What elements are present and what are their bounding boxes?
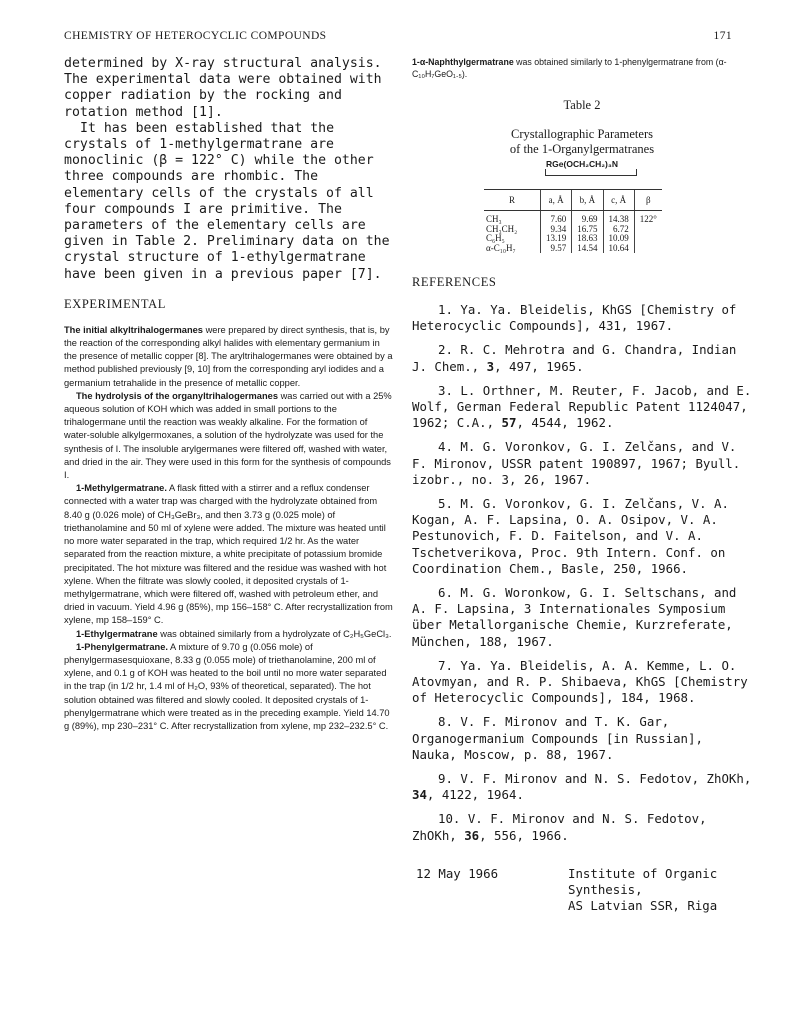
reference-item: [412, 658, 752, 707]
left-column: [64, 56, 394, 733]
table-cell: CH₃CH₂: [486, 223, 518, 234]
running-header: [64, 30, 732, 46]
paragraph-lead: 1-Methylgermatrane.: [76, 483, 167, 494]
caption-line: of the 1-Organylgermatranes: [509, 142, 655, 156]
table-cell: 9.69: [572, 211, 603, 225]
table-cell: [634, 225, 662, 235]
experimental-paragraph: [64, 628, 394, 641]
caption-line: Crystallographic Parameters: [511, 127, 653, 141]
institution-line: Institute of Organic Synthesis,: [568, 865, 718, 897]
experimental-text: [64, 324, 394, 733]
reference-volume: 34: [412, 787, 427, 803]
experimental-paragraph: [64, 641, 394, 733]
table-cell: 6.72: [603, 225, 634, 235]
table-row: [484, 225, 662, 235]
paragraph-body: was carried out with a 25% aqueous solution of KOH which was added in small portions to the trihalogermane until the reaction was weakly alkaline. For the formation of water-soluble alkylgermoxanes, a solution of the hydrolyzate was used for the synthesis of I. The insoluble arylgermanes were filtered off, washed with water, and dried in the air. They were used in this form for the synthesis of compounds I.: [64, 390, 392, 481]
right-column: [412, 56, 752, 913]
table-formula: [412, 159, 752, 179]
column-header: R: [484, 190, 541, 211]
reference-text: 1. Ya. Ya. Bleidelis, KhGS [Chemistry of Heterocyclic Compounds], 431, 1967.: [412, 302, 737, 334]
formula-text: RGe(OCH₂CH₂)₃N: [546, 159, 618, 169]
column-header: c, Å: [603, 190, 634, 211]
reference-item: [412, 383, 752, 432]
reference-tail: , 4544, 1962.: [516, 415, 614, 431]
reference-tail: , 497, 1965.: [494, 358, 584, 374]
note-paragraph: [412, 56, 752, 80]
experimental-paragraph: [64, 390, 394, 482]
table-cell: 9.57: [541, 244, 572, 254]
reference-text: 5. M. G. Voronkov, G. I. Zelčans, V. A. Kogan, A. F. Lapsina, O. A. Osipov, V. A. Pestunovich, F. D. Faitelson, and V. A. Tschetverikova, Proc. 9th Intern. Conf. on Coordination Chem., Basle, 250, 1966.: [412, 496, 729, 576]
paragraph-body: were prepared by direct synthesis, that is, by the reaction of the corresponding alkyl halides with elementary germanium in the presence of metallic copper [8]. The aryltrihalogermanes were obtained by a method published previously [9, 10] from the corresponding aryl iodides and a germanium tetrahalide in the presence of metallic copper.: [64, 324, 393, 388]
crystallographic-table: [484, 189, 662, 253]
table-cell: 9.34: [541, 225, 572, 235]
paragraph-body: A flask fitted with a stirrer and a reflux condenser connected with a water trap was charged with the hydrolyzate obtained from 8.40 g (0.026 mole) of CH₃GeBr₃, and then 3.73 g (0.025 mole) of triethanolamine and 50 ml of xylene were added. The mixture was heated until no more water separated in the trap, which required 1/2 hr. As the water separated from the reaction mixture, a white precipitate of potassium bromide precipitated. The hot mixture was filtered and the residue was washed with hot xylene. When the filtrate was slowly cooled, it deposited crystals of 1-methylgermatrane, which were filtered off, washed with petroleum ether, and dried in vacuum. Yield 4.96 g (85%), mp 156–158° C. After recrystallization from xylene, mp 158–159° C.: [64, 483, 393, 626]
reference-text: 7. Ya. Ya. Bleidelis, A. A. Kemme, L. O. Atovmyan, and R. P. Shibaeva, KhGS [Chemistry of Heterocyclic Compounds], 184, 1968.: [412, 657, 748, 706]
reference-text: 3. L. Orthner, M. Reuter, F. Jacob, and E. Wolf, German Federal Republic Patent 1124047, 1962; C.A.,: [412, 382, 752, 431]
table-cell: 122°: [634, 211, 662, 225]
table-cell: 10.09: [603, 234, 634, 244]
institution: [568, 866, 752, 914]
table-row: [484, 211, 662, 225]
reference-text: 2. R. C. Mehrotra and G. Chandra, Indian J. Chem.,: [412, 342, 737, 374]
table-cell: 14.38: [603, 211, 634, 225]
table-cell: 16.75: [572, 225, 603, 235]
paragraph-lead: 1-Phenylgermatrane.: [76, 641, 168, 652]
table-row: [484, 244, 662, 254]
reference-item: [412, 585, 752, 650]
reference-volume: 3: [486, 358, 495, 374]
table-cell: 10.64: [603, 244, 634, 254]
reference-volume: 36: [464, 827, 480, 843]
table-cell: 7.60: [541, 211, 572, 225]
reference-item: [412, 342, 752, 374]
table-cell: [634, 234, 662, 244]
reference-item: [412, 302, 752, 334]
table-label: Table 2: [563, 98, 601, 112]
intro-paragraph: It has been established that the crystals of 1-methylgermatrane are monoclinic (β = 122° C) while the other three compounds are rhombic. The elementary cells of the crystals of all four compounds I are primitive. The parameters of the elementary cells are given in Table 2. Preliminary data on the crystal structure of 1-ethylgermatrane have been given in a previous paper [7].: [64, 120, 390, 282]
table-cell: 13.19: [541, 234, 572, 244]
paragraph-lead: The hydrolysis of the organyltrihalogermanes: [76, 390, 278, 401]
reference-item: [412, 496, 752, 577]
note-lead: 1-α-Naphthylgermatrane: [412, 57, 514, 67]
article-footer: [412, 865, 752, 913]
references-heading: REFERENCES: [412, 275, 497, 289]
journal-title: CHEMISTRY OF HETEROCYCLIC COMPOUNDS: [64, 30, 327, 42]
table-cell: C₆H₅: [486, 233, 505, 243]
institution-line: AS Latvian SSR, Riga: [568, 897, 718, 913]
reference-tail: , 4122, 1964.: [426, 787, 524, 803]
paragraph-lead: The initial alkyltrihalogermanes: [64, 324, 203, 335]
experimental-paragraph: [64, 482, 394, 627]
table-cell: 14.54: [572, 244, 603, 254]
formula-bracket: [545, 169, 637, 176]
reference-volume: 57: [501, 415, 517, 431]
reference-text: 6. M. G. Woronkow, G. I. Seltschans, and A. F. Lapsina, 3 Internationales Symposium über Metallorganische Chemie, Kurzreferate, München, 188, 1967.: [412, 585, 737, 649]
table-cell: 18.63: [572, 234, 603, 244]
paragraph-body: was obtained similarly from a hydrolyzate of C₂H₅GeCl₃.: [157, 628, 392, 639]
reference-text: 10. V. F. Mironov and N. S. Fedotov, ZhOKh,: [412, 811, 707, 843]
experimental-paragraph: [64, 324, 394, 390]
reference-text: 9. V. F. Mironov and N. S. Fedotov, ZhOKh,: [438, 771, 752, 787]
reference-tail: , 556, 1966.: [479, 827, 569, 843]
table-cell: [634, 244, 662, 254]
reference-item: [412, 771, 752, 803]
received-date: 12 May 1966: [416, 865, 499, 881]
column-header: β: [634, 190, 662, 211]
table-cell: α-C₁₀H₇: [486, 242, 516, 253]
reference-text: 4. M. G. Voronkov, G. I. Zelčans, and V. F. Mironov, USSR patent 190897, 1967; Byull. izobr., no. 3, 26, 1967.: [412, 439, 741, 487]
note-body: was obtained similarly to 1-phenylgermatrane from (α-C₁₀H₇GeO₁.₅).: [412, 57, 727, 79]
paragraph-lead: 1-Ethylgermatrane: [76, 628, 158, 639]
reference-item: [412, 714, 752, 763]
reference-item: [412, 811, 752, 843]
intro-paragraph: determined by X-ray structural analysis. The experimental data were obtained with copper radiation by the rocking and rotation method [1].: [64, 56, 382, 120]
table-header-row: [484, 190, 662, 211]
table-caption: [412, 127, 752, 157]
reference-text: 8. V. F. Mironov and T. K. Gar, Organogermanium Compounds [in Russian], Nauka, Moscow, p. 88, 1967.: [412, 714, 703, 762]
column-header: a, Å: [541, 190, 572, 211]
naphthyl-note: [412, 56, 752, 80]
reference-list: [412, 302, 752, 844]
page-number: 171: [713, 30, 732, 42]
intro-text: [64, 56, 394, 283]
section-heading: EXPERIMENTAL: [64, 296, 167, 311]
table-cell: CH₃: [486, 214, 502, 224]
reference-item: [412, 439, 752, 488]
paragraph-body: A mixture of 9.70 g (0.056 mole) of phenylgermasesquioxane, 8.33 g (0.055 mole) of triethanolamine, 200 ml of xylene, and 0.1 g of KOH was heated to the boil until no more water separated in the trap (in 1/2 hr, 1.4 ml of H₂O, 93% of theoretical, separated). The hot solution obtained was filtered and slowly cooled. It deposited crystals of 1-phenylgermatrane which were treated as in the preceding example. Yield 14.70 g (89%), mp 230–231° C. After recrystallization from xylene, mp 232–232.5° C.: [64, 641, 390, 731]
column-header: b, Å: [572, 190, 603, 211]
